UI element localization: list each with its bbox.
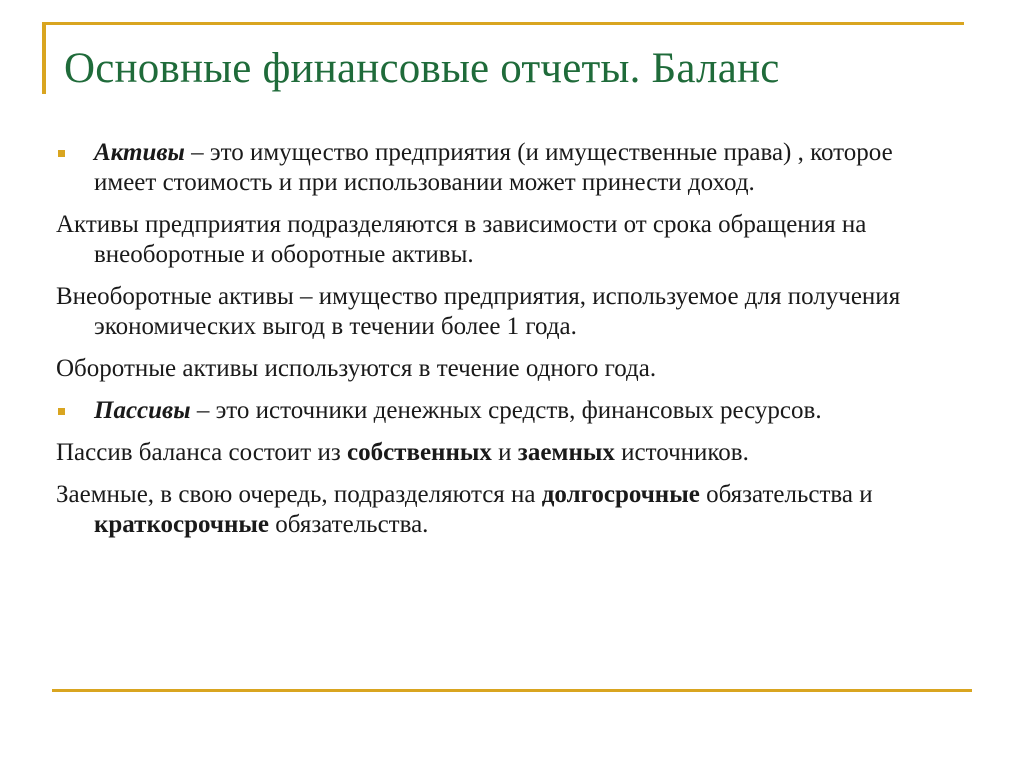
assets-definition: это имущество предприятия (и имущественные права) , которое имеет стоимость и при использовании может принести доход. bbox=[94, 139, 893, 196]
term-liabilities: Пассивы bbox=[94, 397, 191, 424]
noncurrent-assets-text: Внеоборотные активы – имущество предприятия, используемое для получения экономических выгод в течении более 1 года. bbox=[56, 283, 901, 340]
text-segment: источников. bbox=[614, 439, 749, 466]
bold-own: собственных bbox=[346, 439, 492, 466]
noncurrent-assets-definition bbox=[56, 282, 936, 342]
current-assets-text: Оборотные активы используются в течение одного года. bbox=[56, 355, 657, 382]
term-assets: Активы bbox=[94, 139, 185, 166]
current-assets-definition bbox=[56, 354, 936, 384]
square-bullet-icon bbox=[58, 408, 65, 415]
text-segment: Заемные, в свою очередь, подразделяются на bbox=[56, 481, 542, 508]
bold-borrowed: заемных bbox=[517, 439, 615, 466]
text-segment: обязательства и bbox=[699, 481, 873, 508]
liabilities-composition bbox=[56, 438, 936, 468]
assets-classification-text: Активы предприятия подразделяются в зависимости от срока обращения на внеоборотные и оборотные активы. bbox=[56, 211, 867, 268]
assets-classification bbox=[56, 210, 936, 270]
bold-long-term: долгосрочные bbox=[541, 481, 700, 508]
text-segment: Пассив баланса состоит из bbox=[56, 439, 347, 466]
bullet-assets bbox=[56, 138, 936, 198]
title-frame-top-line bbox=[42, 22, 964, 25]
dash: – bbox=[184, 139, 210, 166]
bold-short-term: краткосрочные bbox=[94, 511, 269, 538]
liabilities-definition: это источники денежных средств, финансовых ресурсов. bbox=[215, 397, 822, 424]
text-segment: и bbox=[491, 439, 518, 466]
dash: – bbox=[190, 397, 216, 424]
slide-title: Основные финансовые отчеты. Баланс bbox=[64, 45, 780, 92]
square-bullet-icon bbox=[58, 150, 65, 157]
footer-divider-line bbox=[52, 689, 972, 692]
title-frame-left-line bbox=[42, 22, 46, 94]
bullet-liabilities bbox=[56, 396, 936, 426]
borrowed-classification bbox=[56, 480, 936, 540]
text-segment: обязательства. bbox=[269, 511, 429, 538]
slide-body bbox=[56, 138, 936, 552]
